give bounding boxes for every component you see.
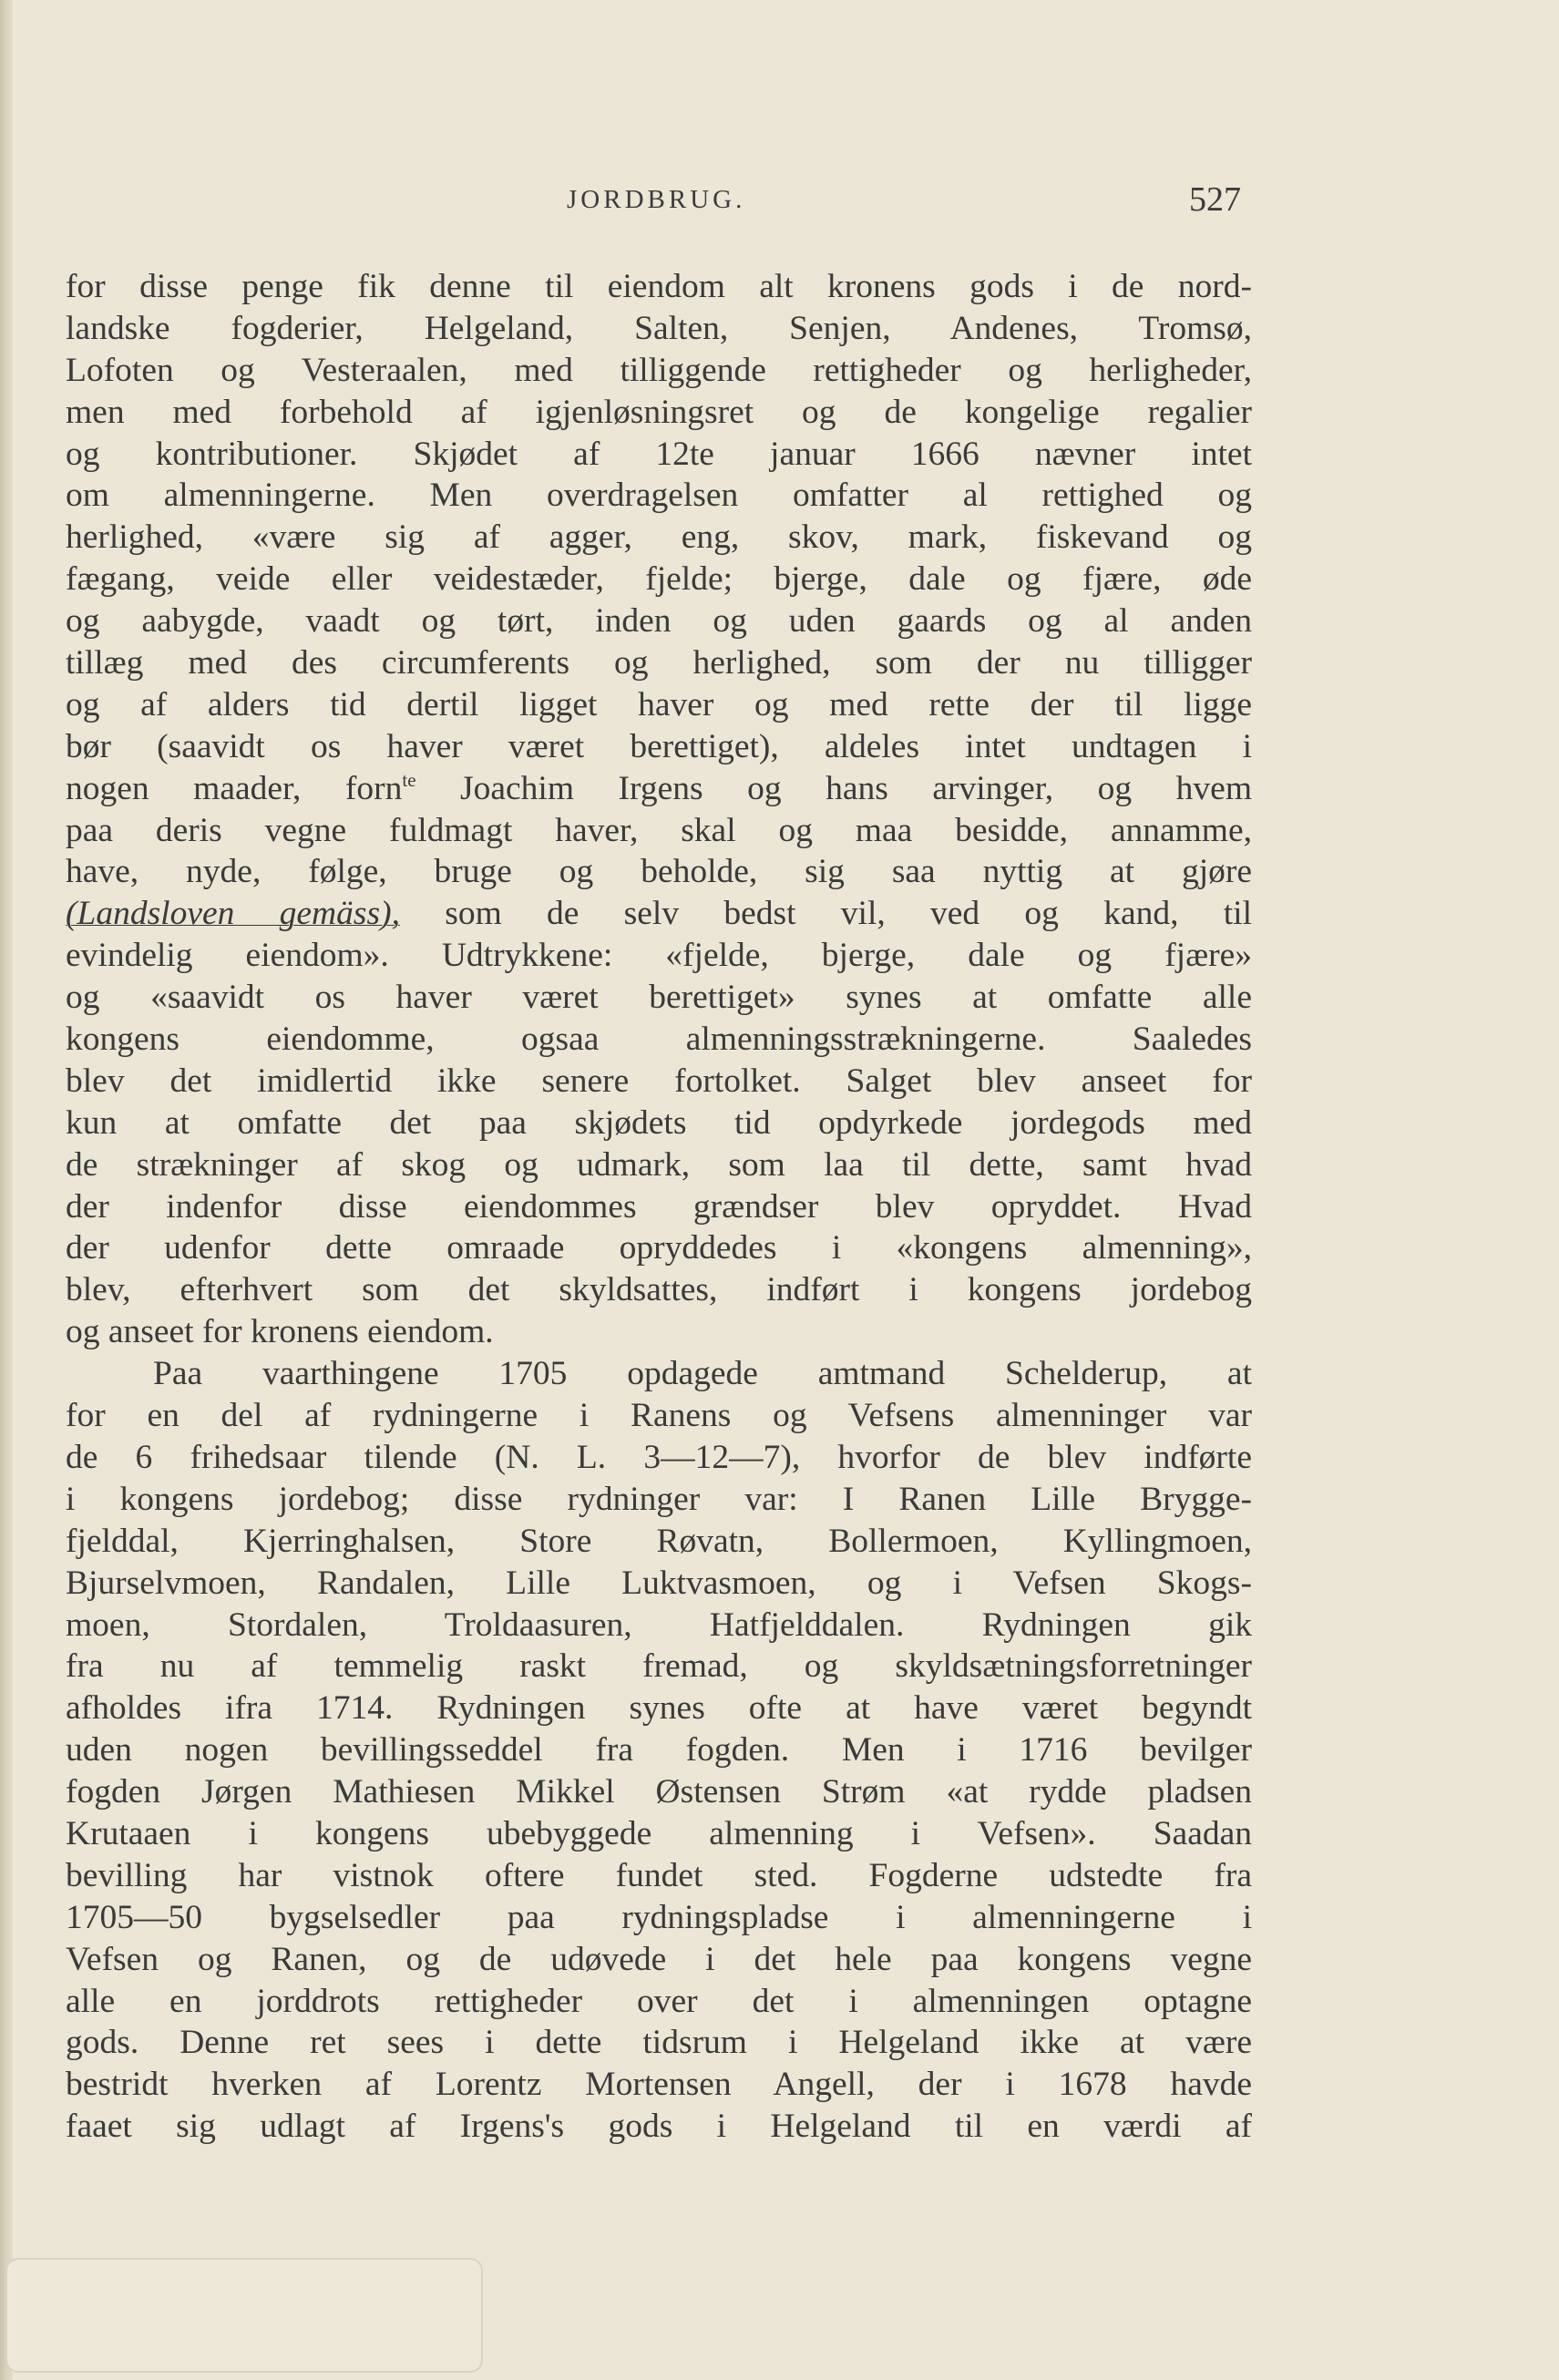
text-line: og anseet for kronens eiendom. <box>66 1313 494 1351</box>
text-line: moen, Stordalen, Troldaasuren, Hatfjelddalen. Rydningen gik <box>66 1605 1252 1644</box>
text-line: have, nyde, følge, bruge og beholde, sig saa nyttig at gjøre <box>66 853 1252 891</box>
text-line: uden nogen bevillingsseddel fra fogden. Men i 1716 bevilger <box>66 1731 1252 1770</box>
text-line: fægang, veide eller veidestæder, fjelde; bjerge, dale og fjære, øde <box>66 560 1252 599</box>
text-line: evindelig eiendom». Udtrykkene: «fjelde, bjerge, dale og fjære» <box>66 937 1252 975</box>
italic-citation: (Landsloven gemäss), <box>66 895 400 933</box>
text-line: kun at omfatte det paa skjødets tid opdyrkede jordegods med <box>66 1103 1252 1142</box>
text-line: afholdes ifra 1714. Rydningen synes ofte at have været begyndt <box>66 1689 1252 1728</box>
text-line: herlighed, «være sig af agger, eng, skov, mark, fiskevand og <box>66 518 1252 557</box>
text-line: gods. Denne ret sees i dette tidsrum i Helgeland ikke at være <box>66 2024 1252 2062</box>
text-line <box>66 893 1252 935</box>
text-line: og aabygde, vaadt og tørt, inden og uden gaards og al anden <box>66 602 1252 641</box>
text-line: Krutaaen i kongens ubebyggede almenning i Vefsen». Saadan <box>66 1814 1252 1852</box>
text-line: og kontributioner. Skjødet af 12te januar 1666 nævner intet <box>66 435 1252 473</box>
running-head: JORDBRUG. <box>567 185 746 214</box>
text-segment: som de selv bedst vil, ved og kand, til <box>399 895 1253 933</box>
page-edge-shadow <box>0 0 13 2380</box>
text-line: og «saavidt os haver været berettiget» synes at omfatte alle <box>66 979 1252 1017</box>
text-line: Bjurselvmoen, Randalen, Lille Luktvasmoen, og i Vefsen Skogs- <box>66 1564 1252 1602</box>
text-line: 1705—50 bygselsedler paa rydningspladse i almenningerne i <box>66 1898 1252 1936</box>
text-line: der indenfor disse eiendommes grændser blev opryddet. Hvad <box>66 1187 1252 1226</box>
text-line: om almenningerne. Men overdragelsen omfatter al rettighed og <box>66 477 1252 515</box>
text-line: fra nu af temmelig raskt fremad, og skyldsætningsforretninger <box>66 1647 1252 1686</box>
text-line: blev, efterhvert som det skyldsattes, indført i kongens jordebog <box>66 1271 1252 1309</box>
text-line <box>66 768 1252 810</box>
text-line: de 6 frihedsaar tilende (N. L. 3—12—7), hvorfor de blev indførte <box>66 1438 1252 1476</box>
text-line: i kongens jordebog; disse rydninger var: I Ranen Lille Brygge- <box>66 1480 1252 1518</box>
text-line: for disse penge fik denne til eiendom alt kronens gods i de nord- <box>66 268 1252 305</box>
text-line: faaet sig udlagt af Irgens's gods i Helgeland til en værdi af <box>66 2108 1252 2146</box>
text-line: for en del af rydningerne i Ranens og Vefsens almenninger var <box>66 1397 1252 1435</box>
text-line: bestridt hverken af Lorentz Mortensen Angell, der i 1678 havde <box>66 2066 1252 2104</box>
text-line: landske fogderier, Helgeland, Salten, Senjen, Andenes, Tromsø, <box>66 309 1252 347</box>
text-line: der udenfor dette omraade opryddedes i «kongens almenning», <box>66 1229 1252 1267</box>
text-line: de strækninger af skog og udmark, som laa til dette, samt hvad <box>66 1145 1252 1184</box>
paper-fold-mark <box>5 2258 483 2373</box>
text-line: fjelddal, Kjerringhalsen, Store Røvatn, Bollermoen, Kyllingmoen, <box>66 1522 1252 1560</box>
superscript: te <box>402 768 416 791</box>
text-line: og af alders tid dertil ligget haver og med rette der til ligge <box>66 685 1252 723</box>
text-line: blev det imidlertid ikke senere fortolket. Salget blev anseet for <box>66 1062 1252 1100</box>
text-segment: Joachim Irgens og hans arvinger, og hvem <box>415 769 1252 807</box>
text-line: kongens eiendomme, ogsaa almenningsstrækningerne. Saaledes <box>66 1021 1252 1059</box>
text-line: paa deris vegne fuldmagt haver, skal og maa besidde, annamme, <box>66 811 1252 849</box>
text-line: tillæg med des circumferents og herlighed, som der nu tilligger <box>66 644 1252 682</box>
text-line: bør (saavidt os haver været berettiget), aldeles intet undtagen i <box>66 727 1252 765</box>
text-line: Lofoten og Vesteraalen, med tilliggende rettigheder og herligheder, <box>66 351 1252 389</box>
page-number: 527 <box>1189 180 1241 219</box>
text-line: alle en jorddrots rettigheder over det i almenningen optagne <box>66 1982 1252 2020</box>
body-text <box>66 266 1252 2148</box>
page-header <box>0 180 1559 221</box>
text-line: fogden Jørgen Mathiesen Mikkel Østensen Strøm «at rydde pladsen <box>66 1773 1252 1811</box>
text-line: men med forbehold af igjenløsningsret og de kongelige regalier <box>66 393 1252 431</box>
text-segment: nogen maader, forn <box>66 769 403 807</box>
text-line: Vefsen og Ranen, og de udøvede i det hele paa kongens vegne <box>66 1940 1252 1978</box>
text-line: bevilling har vistnok oftere fundet sted. Fogderne udstedte fra <box>66 1856 1252 1894</box>
text-line: Paa vaarthingene 1705 opdagede amtmand Schelderup, at <box>153 1355 1252 1393</box>
